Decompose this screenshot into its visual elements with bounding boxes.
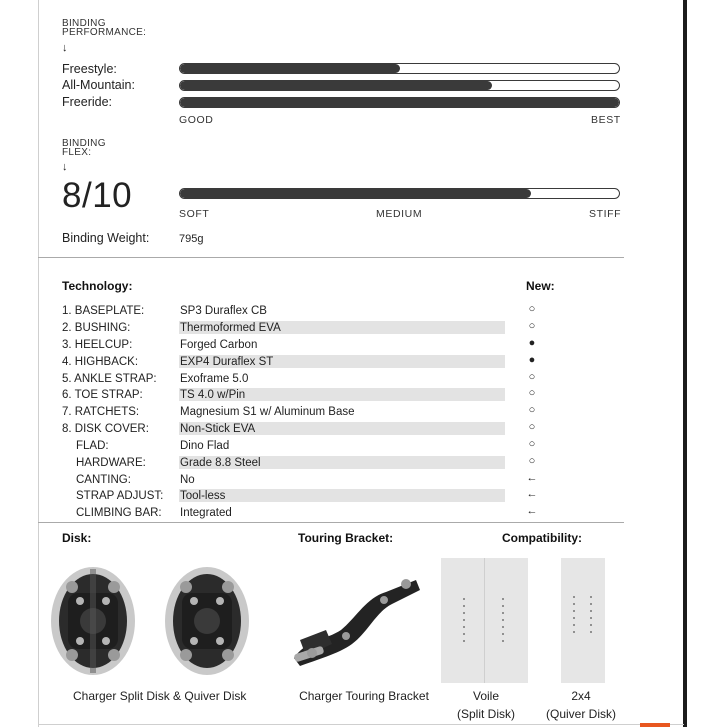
dot bbox=[502, 619, 504, 621]
dot bbox=[502, 640, 504, 642]
tech-row bbox=[62, 372, 662, 388]
dot bbox=[590, 631, 592, 633]
tech-value: No bbox=[180, 474, 195, 486]
new-indicator-icon: ○ bbox=[528, 438, 536, 450]
tech-row bbox=[62, 439, 662, 455]
tech-name: CLIMBING BAR: bbox=[76, 507, 162, 519]
scrollbar-track[interactable] bbox=[683, 0, 687, 727]
divider-bottom bbox=[38, 522, 624, 523]
performance-arrow-icon: ↓ bbox=[62, 42, 68, 54]
tech-name: HARDWARE: bbox=[76, 457, 146, 469]
dot bbox=[463, 626, 465, 628]
tech-name: STRAP ADJUST: bbox=[76, 490, 164, 502]
dot bbox=[502, 598, 504, 600]
new-indicator-icon: ○ bbox=[528, 387, 536, 399]
tech-row bbox=[62, 489, 662, 505]
tech-name: 8. DISK COVER: bbox=[62, 423, 149, 435]
dot bbox=[573, 596, 575, 598]
tech-name: 7. RATCHETS: bbox=[62, 406, 140, 418]
tech-row bbox=[62, 355, 662, 371]
tech-name: CANTING: bbox=[76, 474, 131, 486]
dot bbox=[502, 626, 504, 628]
weight-value: 795g bbox=[179, 233, 204, 245]
dot bbox=[573, 603, 575, 605]
dot bbox=[590, 603, 592, 605]
tech-value: TS 4.0 w/Pin bbox=[179, 388, 505, 401]
tech-row bbox=[62, 338, 662, 354]
new-indicator-icon: ○ bbox=[528, 455, 536, 467]
tech-name: 5. ANKLE STRAP: bbox=[62, 373, 157, 385]
split-disk-image bbox=[50, 565, 136, 677]
dot bbox=[590, 617, 592, 619]
tech-name: FLAD: bbox=[76, 440, 109, 452]
voile-panel bbox=[441, 558, 528, 683]
voile-caption: Voile bbox=[472, 689, 500, 703]
twobyfour-panel bbox=[561, 558, 605, 683]
new-indicator-icon: ○ bbox=[528, 421, 536, 433]
freeride-bar-fill bbox=[180, 98, 619, 107]
new-indicator-icon: ← bbox=[526, 488, 538, 500]
all-mountain-bar-fill bbox=[180, 81, 492, 90]
dot bbox=[463, 605, 465, 607]
all-mountain-label: All-Mountain: bbox=[62, 78, 135, 92]
dot bbox=[573, 631, 575, 633]
scale-good: GOOD bbox=[179, 114, 214, 126]
tech-value: SP3 Duraflex CB bbox=[180, 305, 267, 317]
page-bottom-border bbox=[38, 724, 684, 725]
scale-soft: SOFT bbox=[179, 208, 210, 220]
dot bbox=[502, 612, 504, 614]
tech-value: Thermoformed EVA bbox=[179, 321, 505, 334]
dot bbox=[502, 605, 504, 607]
dot bbox=[463, 619, 465, 621]
scale-stiff: STIFF bbox=[589, 208, 622, 220]
dot bbox=[573, 617, 575, 619]
performance-heading: BINDING PERFORMANCE: bbox=[62, 18, 147, 38]
technology-title: Technology: bbox=[62, 279, 133, 293]
dot bbox=[573, 610, 575, 612]
tech-row bbox=[62, 388, 662, 404]
freestyle-label: Freestyle: bbox=[62, 62, 117, 76]
new-indicator-icon: ○ bbox=[528, 371, 536, 383]
tech-value: Dino Flad bbox=[180, 440, 230, 452]
new-indicator-icon: ○ bbox=[528, 303, 536, 315]
flex-rating: 8/10 bbox=[62, 176, 133, 215]
freeride-label: Freeride: bbox=[62, 95, 113, 109]
disk-caption: Charger Split Disk & Quiver Disk bbox=[73, 689, 247, 703]
flex-bar bbox=[179, 188, 620, 199]
dot bbox=[590, 596, 592, 598]
tech-value: Integrated bbox=[180, 507, 232, 519]
touring-bracket-image bbox=[286, 570, 426, 675]
tech-name: 1. BASEPLATE: bbox=[62, 305, 145, 317]
tech-value: Forged Carbon bbox=[180, 339, 258, 351]
freeride-bar bbox=[179, 97, 620, 108]
twobyfour-subcaption: (Quiver Disk) bbox=[545, 707, 616, 721]
tech-name: 6. TOE STRAP: bbox=[62, 389, 143, 401]
dot bbox=[463, 598, 465, 600]
twobyfour-caption: 2x4 bbox=[571, 689, 591, 703]
disk-title: Disk: bbox=[62, 531, 92, 545]
voile-split-line bbox=[484, 558, 485, 683]
dot bbox=[590, 624, 592, 626]
dot bbox=[573, 624, 575, 626]
flex-bar-fill bbox=[180, 189, 531, 198]
tech-name: 4. HIGHBACK: bbox=[62, 356, 139, 368]
tech-name: 2. BUSHING: bbox=[62, 322, 131, 334]
new-indicator-icon: ● bbox=[528, 337, 536, 349]
dot bbox=[590, 610, 592, 612]
all-mountain-bar bbox=[179, 80, 620, 91]
new-indicator-icon: ○ bbox=[528, 320, 536, 332]
new-indicator-icon: ● bbox=[528, 354, 536, 366]
tech-row bbox=[62, 422, 662, 438]
tech-value: Tool-less bbox=[179, 489, 505, 502]
tech-row bbox=[62, 506, 662, 522]
tech-row bbox=[62, 405, 662, 421]
divider-top bbox=[38, 257, 624, 258]
quiver-disk-image bbox=[164, 565, 250, 677]
voile-subcaption: (Split Disk) bbox=[456, 707, 515, 721]
freestyle-bar bbox=[179, 63, 620, 74]
tech-value: EXP4 Duraflex ST bbox=[179, 355, 505, 368]
scale-best: BEST bbox=[591, 114, 621, 126]
tech-value: Magnesium S1 w/ Aluminum Base bbox=[180, 406, 355, 418]
new-indicator-icon: ← bbox=[526, 505, 538, 517]
dot bbox=[502, 633, 504, 635]
tech-row bbox=[62, 304, 662, 320]
flex-arrow-icon: ↓ bbox=[62, 161, 68, 173]
new-indicator-icon: ← bbox=[526, 472, 538, 484]
new-indicator-icon: ○ bbox=[528, 404, 536, 416]
touring-bracket-title: Touring Bracket: bbox=[298, 531, 394, 545]
tech-value: Non-Stick EVA bbox=[179, 422, 505, 435]
tech-row bbox=[62, 473, 662, 489]
tech-row bbox=[62, 456, 662, 472]
tech-value: Grade 8.8 Steel bbox=[179, 456, 505, 469]
tech-value: Exoframe 5.0 bbox=[180, 373, 249, 385]
flex-heading: BINDING FLEX: bbox=[62, 138, 106, 158]
tech-name: 3. HEELCUP: bbox=[62, 339, 133, 351]
page-left-border bbox=[38, 0, 39, 727]
orange-tab-marker bbox=[640, 723, 670, 727]
new-title: New: bbox=[526, 279, 555, 293]
dot bbox=[463, 633, 465, 635]
dot bbox=[463, 612, 465, 614]
freestyle-bar-fill bbox=[180, 64, 400, 73]
scale-medium: MEDIUM bbox=[376, 208, 423, 220]
tech-row bbox=[62, 321, 662, 337]
compatibility-title: Compatibility: bbox=[502, 531, 582, 545]
dot bbox=[463, 640, 465, 642]
weight-label: Binding Weight: bbox=[62, 231, 150, 245]
touring-bracket-caption: Charger Touring Bracket bbox=[299, 689, 429, 703]
